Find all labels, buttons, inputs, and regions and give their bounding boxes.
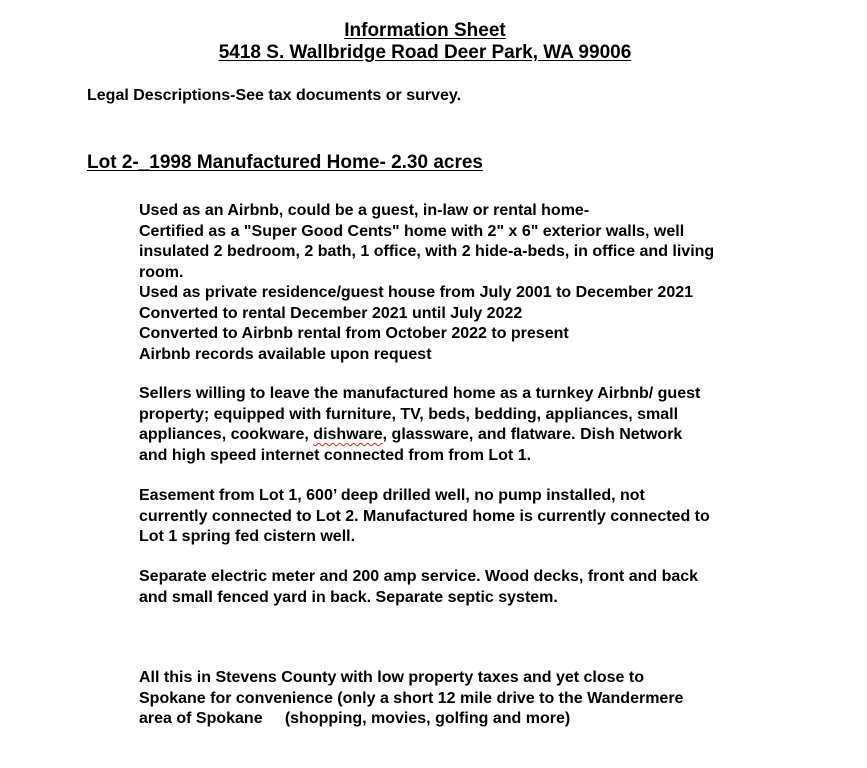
paragraph-line: Converted to rental December 2021 until July 2022 [139, 304, 523, 322]
paragraph-line: Converted to Airbnb rental from October 2022 to present [139, 325, 569, 342]
text-segment: , glassware, and flatware. Dish Network [382, 426, 683, 443]
location-paragraph [139, 668, 779, 730]
paragraph-line: room. [139, 263, 184, 281]
paragraph-line: area of Spokane (shopping, movies, golfing and more) [139, 710, 571, 727]
paragraph-line: Certified as a "Super Good Cents" home with 2" x 6" exterior walls, well [139, 222, 685, 240]
paragraph-line: insulated 2 bedroom, 2 bath, 1 office, with 2 hide-a-beds, in office and living [139, 243, 715, 260]
turnkey-paragraph [139, 384, 779, 466]
paragraph-line: All this in Stevens County with low property taxes and yet close to [139, 669, 644, 686]
paragraph-line: and high speed internet connected from from Lot 1. [139, 446, 532, 464]
usage-paragraph [139, 201, 779, 365]
legal-description-note: Legal Descriptions-See tax documents or survey. [87, 87, 462, 104]
paragraph-line [139, 425, 779, 446]
paragraph-line: and small fenced yard in back. Separate septic system. [139, 588, 558, 606]
lot-heading: Lot 2-_1998 Manufactured Home- 2.30 acres [87, 152, 483, 173]
text-segment: appliances, cookware, [139, 426, 314, 443]
paragraph-line: Used as private residence/guest house from July 2001 to December 2021 [139, 284, 694, 301]
easement-paragraph [139, 486, 779, 548]
property-address: 5418 S. Wallbridge Road Deer Park, WA 99006 [218, 42, 632, 63]
paragraph-line: Spokane for convenience (only a short 12 mile drive to the Wandermere [139, 689, 684, 707]
paragraph-line: Lot 1 spring fed cistern well. [139, 528, 356, 545]
document-title: Information Sheet [344, 20, 506, 41]
paragraph-line: Airbnb records available upon request [139, 345, 432, 363]
utilities-paragraph [139, 567, 779, 608]
paragraph-line: Used as an Airbnb, could be a guest, in-law or rental home- [139, 202, 590, 219]
paragraph-line: Separate electric meter and 200 amp service. Wood decks, front and back [139, 568, 699, 585]
paragraph-line: currently connected to Lot 2. Manufactured home is currently connected to [139, 507, 710, 525]
paragraph-line: Easement from Lot 1, 600’ deep drilled well, no pump installed, not [139, 487, 645, 504]
spellcheck-flagged-word[interactable]: dishware [313, 426, 383, 443]
paragraph-line: property; equipped with furniture, TV, beds, bedding, appliances, small [139, 405, 679, 423]
paragraph-line: Sellers willing to leave the manufactured home as a turnkey Airbnb/ guest [139, 385, 701, 402]
